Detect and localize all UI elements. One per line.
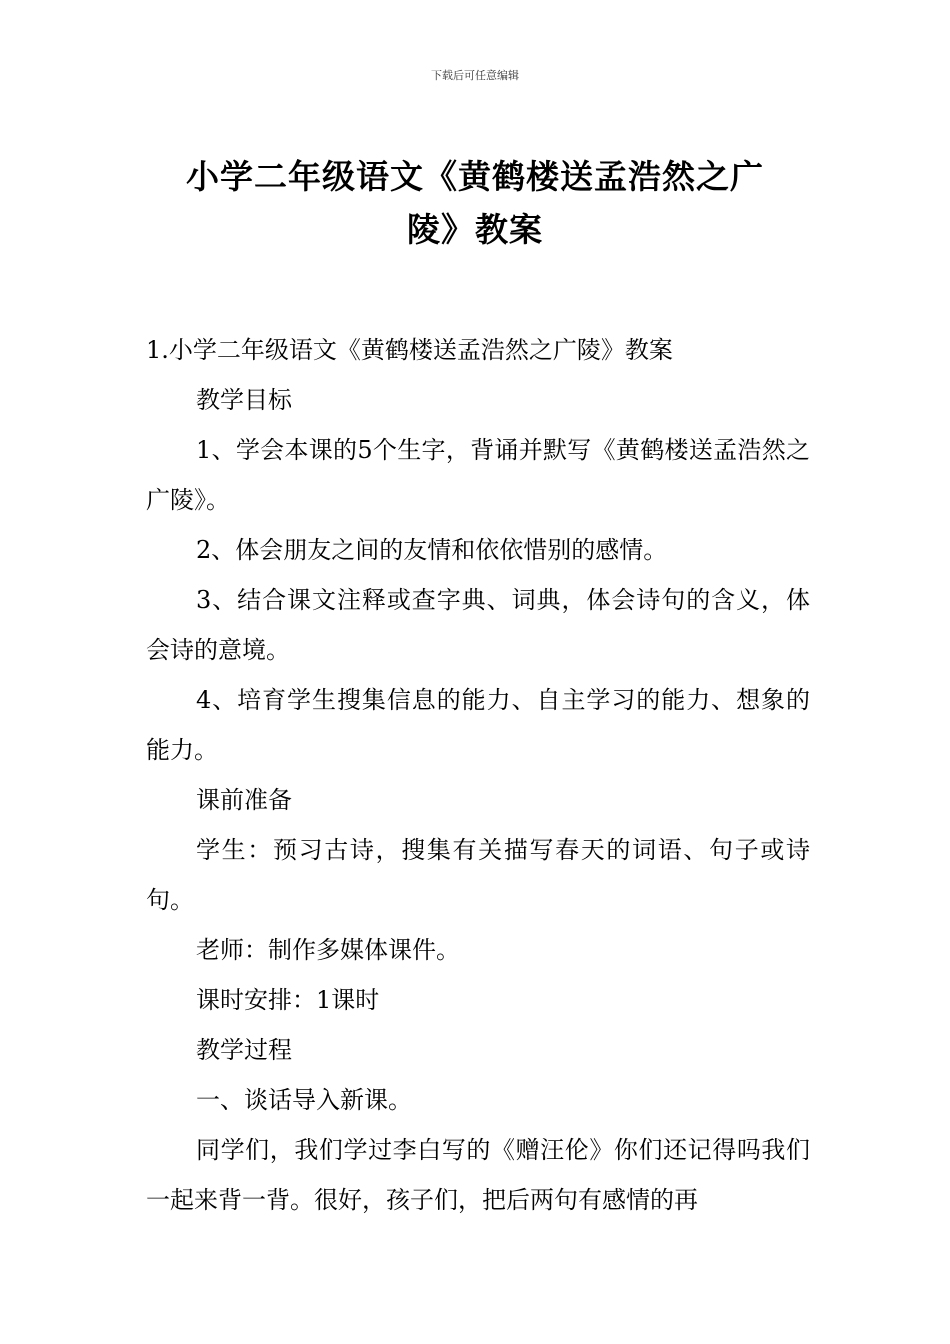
- process-paragraph: 同学们，我们学过李白写的《赠汪伦》你们还记得吗我们一起来背一背。很好，孩子们，把后两句有感情的再: [146, 1136, 810, 1214]
- subheading-teaching-process: 教学过程: [196, 1036, 292, 1064]
- page-header-note: 下载后可任意编辑: [431, 69, 519, 82]
- preparation-teacher: 老师：制作多媒体课件。: [196, 936, 460, 964]
- preparation-students: 学生：预习古诗，搜集有关描写春天的词语、句子或诗句。: [146, 836, 810, 914]
- document-title-line-2: 陵》教案: [407, 210, 543, 250]
- section-heading: 1.小学二年级语文《黄鹤楼送孟浩然之广陵》教案: [146, 336, 673, 364]
- subheading-preparation: 课前准备: [196, 786, 292, 814]
- document-title-line-1: 小学二年级语文《黄鹤楼送孟浩然之广: [186, 157, 764, 197]
- process-step-1: 一、谈话导入新课。: [196, 1086, 412, 1114]
- document-title: [125, 150, 825, 256]
- goal-item-2: 2、体会朋友之间的友情和依依惜别的感情。: [196, 536, 668, 564]
- goal-item-3: 3、结合课文注释或查字典、词典，体会诗句的含义，体会诗的意境。: [146, 586, 810, 664]
- goal-item-4: 4、培育学生搜集信息的能力、自主学习的能力、想象的能力。: [146, 686, 810, 764]
- subheading-teaching-goals: 教学目标: [196, 386, 292, 414]
- goal-item-1: 1、学会本课的5个生字，背诵并默写《黄鹤楼送孟浩然之广陵》。: [146, 436, 810, 514]
- class-schedule: 课时安排：1课时: [196, 986, 380, 1014]
- document-body: [146, 325, 810, 1225]
